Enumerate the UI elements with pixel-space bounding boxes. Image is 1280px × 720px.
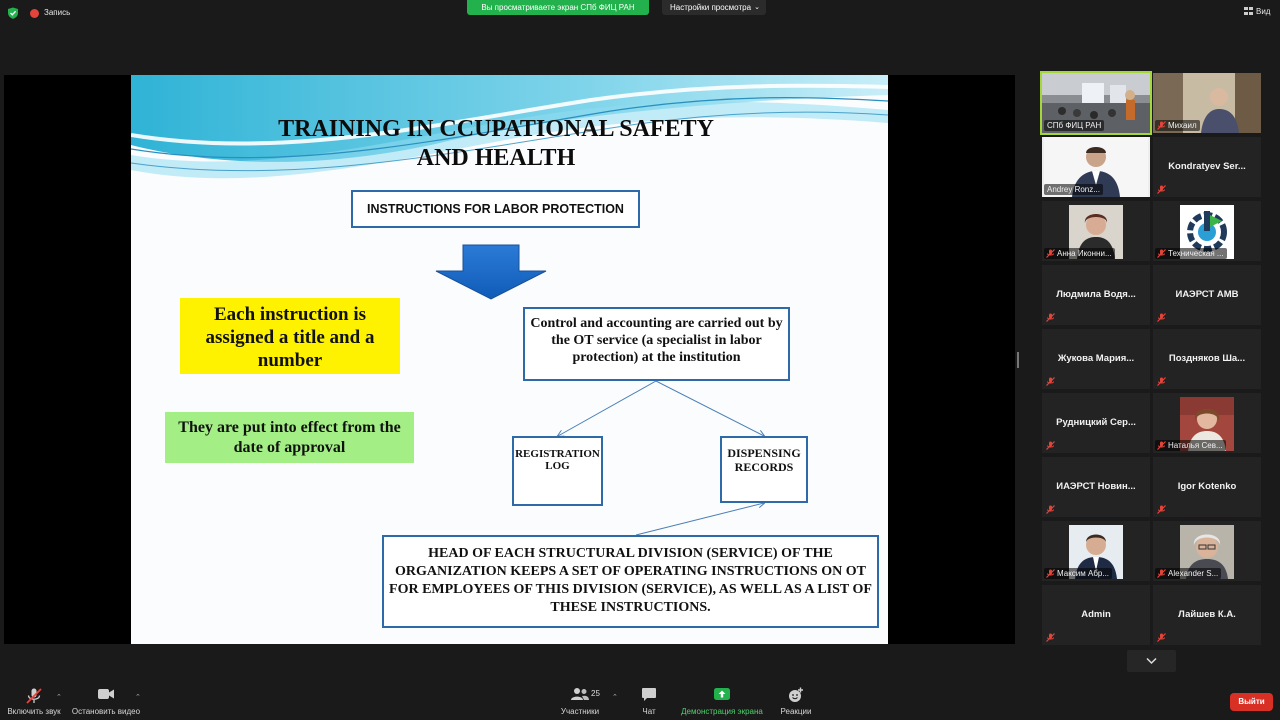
participant-name — [1044, 248, 1115, 259]
meeting-toolbar — [0, 680, 1280, 720]
participants-icon — [570, 687, 590, 701]
view-button[interactable] — [1244, 7, 1270, 16]
video-options-caret[interactable]: ⌃ — [135, 694, 141, 701]
title-number-note: Each instruction is assigned a title and a number — [180, 298, 400, 374]
top-bar — [0, 0, 1280, 26]
participant-name: Поздняков Ша... — [1168, 353, 1246, 364]
stop-video-label: Остановить видео — [71, 707, 141, 716]
participant-name: ИАЭРСТ АМВ — [1175, 289, 1239, 300]
reactions-button[interactable] — [774, 680, 818, 720]
audio-options-caret[interactable]: ⌃ — [56, 694, 62, 701]
dispensing-records-box: DISPENSING RECORDS — [720, 436, 808, 503]
participant-name: Рудницкий Сер... — [1056, 417, 1136, 428]
participant-name-text: Анна Иконни... — [1057, 249, 1112, 258]
participants-label: Участники — [560, 707, 600, 716]
camera-icon — [97, 687, 115, 701]
mic-off-icon — [1046, 249, 1055, 258]
participants-options-caret[interactable]: ⌃ — [612, 694, 618, 701]
reactions-icon — [788, 687, 804, 703]
participant-tile[interactable] — [1042, 457, 1150, 517]
mic-off-icon — [1046, 569, 1055, 578]
registration-log-box: REGISTRATION LOG — [512, 436, 603, 506]
participant-name — [1155, 248, 1227, 259]
mic-off-icon — [1157, 121, 1166, 130]
participant-tile[interactable] — [1153, 521, 1261, 581]
reactions-label: Реакции — [780, 707, 812, 716]
mic-off-icon — [1157, 569, 1166, 578]
participant-tile[interactable] — [1042, 585, 1150, 645]
instructions-box: INSTRUCTIONS FOR LABOR PROTECTION — [351, 190, 640, 228]
participant-tile[interactable] — [1042, 201, 1150, 261]
participant-name-text: Alexander S... — [1168, 569, 1219, 578]
unmute-button[interactable] — [4, 680, 64, 720]
participant-name: Жукова Мария... — [1057, 353, 1135, 364]
participant-name: ИАЭРСТ Новин... — [1056, 481, 1136, 492]
slide-title-line1: TRAINING IN CCUPATIONAL SAFETY — [278, 116, 714, 142]
share-screen-button[interactable] — [678, 680, 766, 720]
participant-name: Admin — [1081, 609, 1111, 620]
chevron-down-icon — [1146, 657, 1157, 665]
view-options-button[interactable] — [662, 0, 766, 15]
participant-tile[interactable] — [1042, 73, 1150, 133]
chat-button[interactable] — [630, 680, 668, 720]
participant-tile[interactable] — [1153, 393, 1261, 453]
participant-tile[interactable] — [1153, 457, 1261, 517]
mic-off-icon — [1046, 313, 1055, 322]
participant-tile[interactable] — [1042, 265, 1150, 325]
mic-off-icon — [1157, 313, 1166, 322]
participant-name — [1155, 568, 1221, 579]
participant-tile[interactable] — [1153, 137, 1261, 197]
mic-off-icon — [1157, 505, 1166, 514]
participant-name-text: Техническая ... — [1168, 249, 1224, 258]
shield-icon[interactable] — [7, 7, 19, 19]
share-banner: Вы просматриваете экран СПб ФИЦ РАН — [467, 0, 649, 15]
recording-icon[interactable] — [30, 9, 39, 18]
participant-tile[interactable] — [1042, 137, 1150, 197]
slide-title-line2: AND HEALTH — [416, 145, 576, 171]
mic-off-icon — [1046, 633, 1055, 642]
participant-name: Igor Kotenko — [1177, 481, 1237, 492]
share-screen-icon — [713, 687, 731, 701]
mic-off-icon — [1046, 505, 1055, 514]
participant-name: Лайшев К.А. — [1178, 609, 1236, 620]
mic-off-icon — [1157, 377, 1166, 386]
gallery-scroll-down-button[interactable] — [1127, 650, 1176, 672]
mic-off-icon — [25, 687, 43, 705]
unmute-label: Включить звук — [7, 707, 61, 716]
participant-name — [1155, 440, 1226, 451]
participant-tile[interactable] — [1153, 329, 1261, 389]
participant-tile[interactable] — [1153, 73, 1261, 133]
participant-name: Kondratyev Ser... — [1168, 161, 1246, 172]
mic-off-icon — [1046, 377, 1055, 386]
participant-name: СПб ФИЦ РАН — [1044, 120, 1104, 131]
presentation-slide — [131, 75, 888, 644]
arrow-down-icon — [433, 243, 549, 301]
effective-date-note: They are put into effect from the date of approval — [165, 412, 414, 463]
mic-off-icon — [1157, 249, 1166, 258]
control-accounting-box: Control and accounting are carried out by the OT service (a specialist in labor protection) at the institution — [523, 307, 790, 381]
participant-tile[interactable] — [1042, 329, 1150, 389]
participant-name: Людмила Водя... — [1056, 289, 1136, 300]
participant-tile[interactable] — [1153, 585, 1261, 645]
participant-tile[interactable] — [1153, 265, 1261, 325]
participant-tile[interactable] — [1042, 393, 1150, 453]
share-screen-label: Демонстрация экрана — [681, 707, 763, 716]
grid-view-icon — [1244, 7, 1253, 15]
participants-button[interactable] — [552, 680, 608, 720]
mic-off-icon — [1157, 185, 1166, 194]
division-head-box: HEAD OF EACH STRUCTURAL DIVISION (SERVICE) OF THE ORGANIZATION KEEPS A SET OF OPERATING INSTRUCTIONS ON OT FOR EMPLOYEES OF THIS DIVISION (SERVICE), AS WELL AS A LIST OF THESE INSTRUCTIONS. — [382, 535, 879, 628]
chat-icon — [641, 687, 657, 702]
participant-tile[interactable] — [1042, 521, 1150, 581]
participant-name — [1044, 568, 1112, 579]
chevron-down-icon: ⌄ — [754, 4, 760, 11]
participant-name-text: Наталья Сев... — [1168, 441, 1223, 450]
participant-name — [1155, 120, 1200, 131]
leave-button[interactable]: Выйти — [1230, 693, 1273, 711]
stop-video-button[interactable] — [70, 680, 142, 720]
participant-name-text: Максим Абр... — [1057, 569, 1110, 578]
recording-label[interactable]: Запись — [44, 8, 71, 17]
mic-off-icon — [1157, 441, 1166, 450]
mic-off-icon — [1046, 441, 1055, 450]
view-label: Вид — [1256, 7, 1271, 16]
participant-tile[interactable] — [1153, 201, 1261, 261]
panel-resize-handle[interactable] — [1017, 352, 1019, 368]
participants-count: 25 — [591, 689, 600, 698]
participant-name: Andrey Ronz... — [1044, 184, 1103, 195]
slide-title — [131, 115, 861, 173]
view-options-label: Настройки просмотра — [670, 3, 752, 12]
participant-name-text: Михаил — [1168, 121, 1197, 130]
chat-label: Чат — [642, 707, 656, 716]
mic-off-icon — [1157, 633, 1166, 642]
